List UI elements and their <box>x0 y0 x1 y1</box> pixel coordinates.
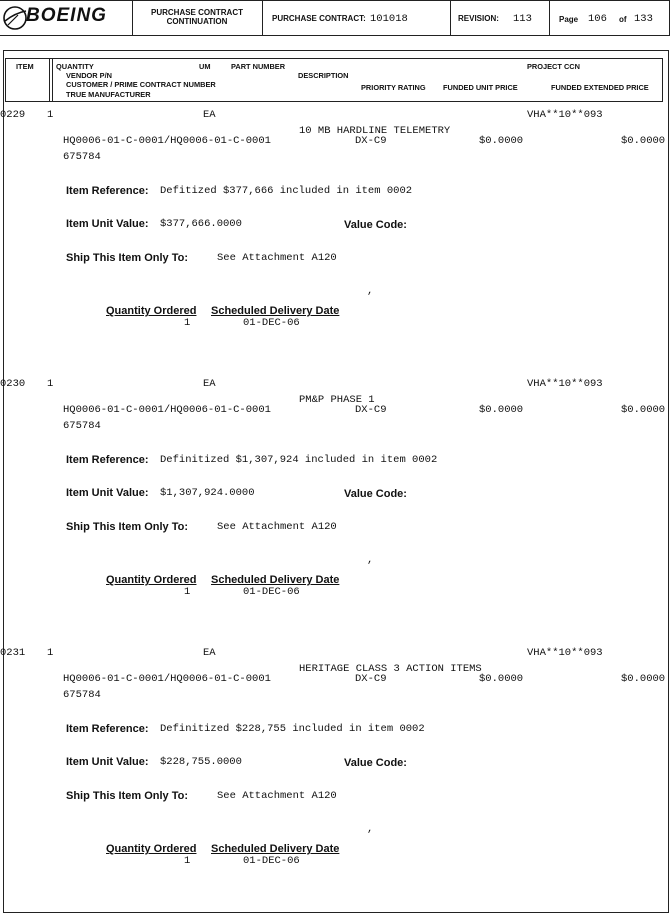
doc-title-line-1: PURCHASE CONTRACT <box>151 8 243 17</box>
page-number: 106 <box>588 13 607 25</box>
value-code-label: Value Code: <box>344 757 407 769</box>
item-reference-label: Item Reference: <box>66 454 149 466</box>
value-code-label: Value Code: <box>344 488 407 500</box>
logo-cell <box>0 1 133 35</box>
col-item: ITEM <box>16 62 34 71</box>
column-header <box>5 58 663 102</box>
col-description: DESCRIPTION <box>298 71 349 80</box>
item-reference-value: Definitized $1,307,924 included in item 0002 <box>160 454 438 466</box>
scheduled-delivery-label: Scheduled Delivery Date <box>211 574 340 586</box>
col-quantity: QUANTITY <box>56 62 94 71</box>
item-um: EA <box>203 109 216 121</box>
col-priority: PRIORITY RATING <box>361 83 426 92</box>
item-unit-value-label: Item Unit Value: <box>66 756 149 768</box>
ship-to-label: Ship This Item Only To: <box>66 252 189 264</box>
scheduled-delivery-label: Scheduled Delivery Date <box>211 305 340 317</box>
boeing-logo-icon <box>2 5 28 31</box>
item-funded-unit-price: $0.0000 <box>479 673 524 685</box>
page-label: Page <box>559 15 579 24</box>
item-number: 0230 <box>0 378 26 390</box>
ship-to-label: Ship This Item Only To: <box>66 521 189 533</box>
item-funded-unit-price: $0.0000 <box>479 404 524 416</box>
revision-cell <box>450 1 550 35</box>
contract-label: PURCHASE CONTRACT: <box>272 14 366 23</box>
item-true-manufacturer: 675784 <box>63 689 101 701</box>
item-description: HERITAGE CLASS 3 ACTION ITEMS <box>299 663 482 675</box>
quantity-ordered-label: Quantity Ordered <box>106 305 197 317</box>
item-reference-label: Item Reference: <box>66 723 149 735</box>
item-funded-extended-price: $0.0000 <box>621 673 666 685</box>
header-bar <box>0 0 670 36</box>
item-unit-value: $1,307,924.0000 <box>160 487 255 499</box>
item-unit-value: $377,666.0000 <box>160 218 242 230</box>
item-true-manufacturer: 675784 <box>63 420 101 432</box>
quantity-ordered-value: 1 <box>184 586 191 598</box>
page-cell <box>549 1 669 35</box>
page-of-label: of <box>619 15 627 24</box>
contract-number: 101018 <box>370 13 408 25</box>
ship-to-value: See Attachment A120 <box>217 790 337 802</box>
quantity-ordered-label: Quantity Ordered <box>106 574 197 586</box>
item-quantity: 1 <box>47 647 54 659</box>
item-um: EA <box>203 378 216 390</box>
col-true-mfr: TRUE MANUFACTURER <box>66 90 151 99</box>
col-customer: CUSTOMER / PRIME CONTRACT NUMBER <box>66 80 216 89</box>
item-unit-value-label: Item Unit Value: <box>66 218 149 230</box>
ship-to-label: Ship This Item Only To: <box>66 790 189 802</box>
doc-title-line-2: CONTINUATION <box>166 17 228 26</box>
item-description: PM&P PHASE 1 <box>299 394 375 406</box>
column-header-divider <box>49 59 53 101</box>
revision-number: 113 <box>513 13 532 25</box>
revision-label: REVISION: <box>458 14 499 23</box>
stray-mark: , <box>367 823 374 835</box>
item-number: 0229 <box>0 109 26 121</box>
ship-to-value: See Attachment A120 <box>217 521 337 533</box>
page-total: 133 <box>634 13 653 25</box>
item-project-ccn: VHA**10**093 <box>527 109 603 121</box>
item-description: 10 MB HARDLINE TELEMETRY <box>299 125 451 137</box>
quantity-ordered-value: 1 <box>184 317 191 329</box>
item-priority-rating: DX-C9 <box>355 135 387 147</box>
item-true-manufacturer: 675784 <box>63 151 101 163</box>
col-funded-ext: FUNDED EXTENDED PRICE <box>551 83 649 92</box>
item-unit-value-label: Item Unit Value: <box>66 487 149 499</box>
item-priority-rating: DX-C9 <box>355 673 387 685</box>
item-funded-extended-price: $0.0000 <box>621 404 666 416</box>
ship-to-value: See Attachment A120 <box>217 252 337 264</box>
col-um: UM <box>199 62 211 71</box>
item-funded-extended-price: $0.0000 <box>621 135 666 147</box>
delivery-date-value: 01-DEC-06 <box>243 855 300 867</box>
value-code-label: Value Code: <box>344 219 407 231</box>
col-vendor-pn: VENDOR P/N <box>66 71 112 80</box>
item-funded-unit-price: $0.0000 <box>479 135 524 147</box>
line-item <box>0 647 670 917</box>
item-project-ccn: VHA**10**093 <box>527 378 603 390</box>
item-um: EA <box>203 647 216 659</box>
delivery-date-value: 01-DEC-06 <box>243 317 300 329</box>
doc-title-cell <box>132 1 263 35</box>
scheduled-delivery-label: Scheduled Delivery Date <box>211 843 340 855</box>
item-quantity: 1 <box>47 378 54 390</box>
item-priority-rating: DX-C9 <box>355 404 387 416</box>
brand-logo: BOEING <box>26 5 107 26</box>
item-reference-label: Item Reference: <box>66 185 149 197</box>
col-funded-unit: FUNDED UNIT PRICE <box>443 83 518 92</box>
quantity-ordered-value: 1 <box>184 855 191 867</box>
item-reference-value: Definitized $228,755 included in item 0002 <box>160 723 425 735</box>
item-contract-number: HQ0006-01-C-0001/HQ0006-01-C-0001 <box>63 404 271 416</box>
stray-mark: , <box>367 285 374 297</box>
delivery-date-value: 01-DEC-06 <box>243 586 300 598</box>
col-project-ccn: PROJECT CCN <box>527 62 580 71</box>
item-quantity: 1 <box>47 109 54 121</box>
quantity-ordered-label: Quantity Ordered <box>106 843 197 855</box>
line-item <box>0 109 670 379</box>
item-contract-number: HQ0006-01-C-0001/HQ0006-01-C-0001 <box>63 673 271 685</box>
item-unit-value: $228,755.0000 <box>160 756 242 768</box>
item-project-ccn: VHA**10**093 <box>527 647 603 659</box>
item-number: 0231 <box>0 647 26 659</box>
line-item <box>0 378 670 648</box>
stray-mark: , <box>367 554 374 566</box>
col-part-number: PART NUMBER <box>231 62 286 71</box>
item-contract-number: HQ0006-01-C-0001/HQ0006-01-C-0001 <box>63 135 271 147</box>
contract-cell <box>262 1 451 35</box>
item-reference-value: Defitized $377,666 included in item 0002 <box>160 185 413 197</box>
